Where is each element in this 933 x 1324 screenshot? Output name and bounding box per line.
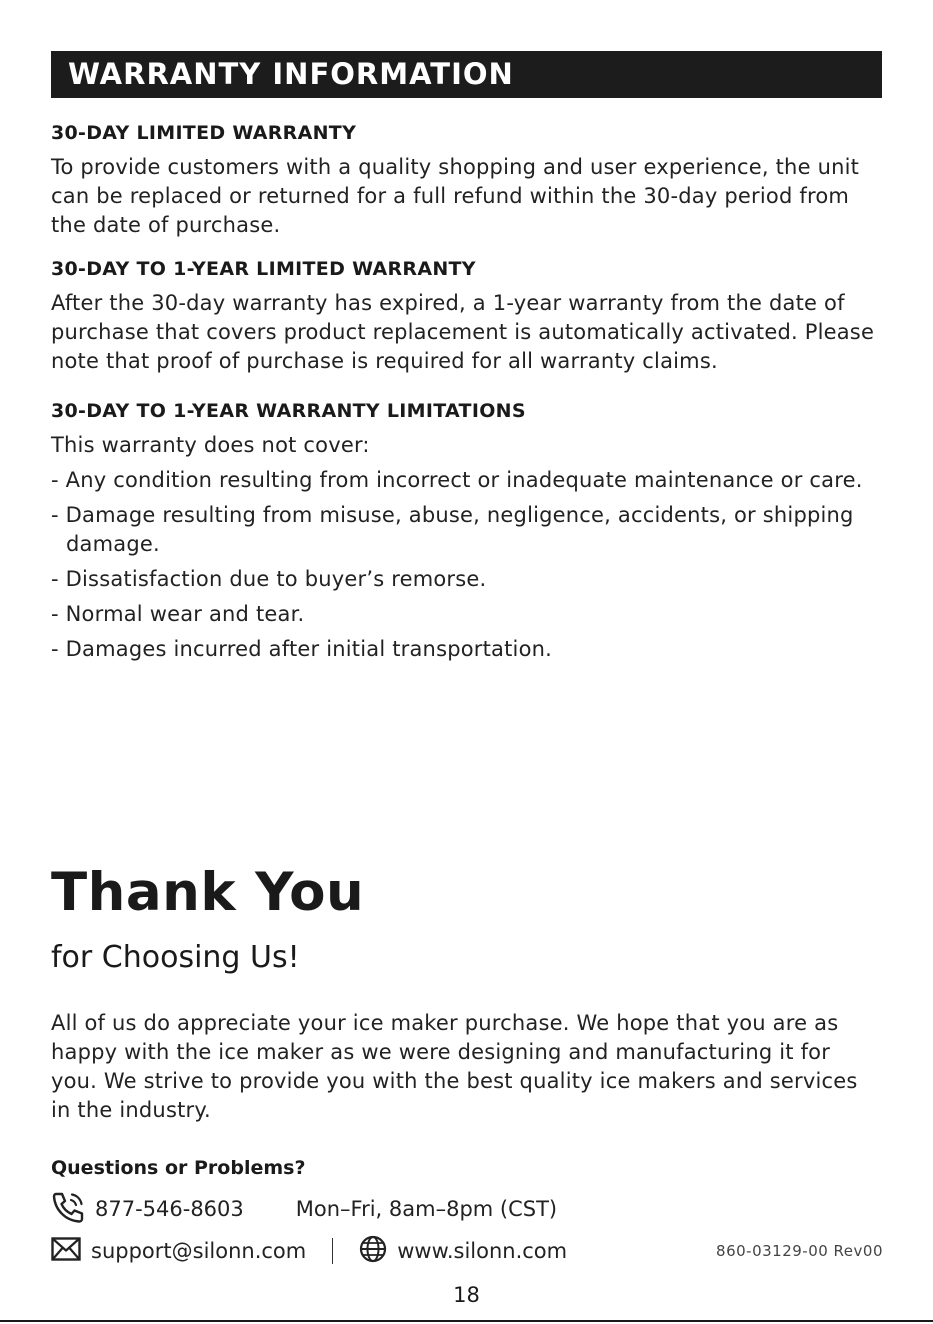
list-item: - Dissatisfaction due to buyer’s remorse. (51, 567, 487, 591)
list-item: - Damage resulting from misuse, abuse, negligence, accidents, or shipping damage. (51, 503, 854, 556)
section-heading: 30-DAY LIMITED WARRANTY (51, 122, 357, 144)
section-limitations (51, 398, 881, 664)
section-30-day (51, 120, 881, 240)
warranty-content (51, 120, 881, 670)
list-item: - Any condition resulting from incorrect or inadequate maintenance or care. (51, 468, 863, 492)
website-link[interactable]: www.silonn.com (397, 1239, 568, 1263)
bottom-rule (0, 1320, 933, 1322)
phone-number[interactable]: 877-546-8603 (95, 1197, 244, 1221)
section-body: To provide customers with a quality shopping and user experience, the unit can be replaced or returned for a full refund within the 30-day period from the date of purchase. (51, 155, 860, 237)
globe-icon (359, 1235, 387, 1268)
limitations-intro: This warranty does not cover: (51, 433, 370, 457)
limitations-list (51, 466, 881, 664)
contact-divider (332, 1238, 333, 1264)
header-bar (51, 51, 882, 98)
document-code: 860-03129-00 Rev00 (716, 1242, 883, 1260)
list-item: - Normal wear and tear. (51, 602, 305, 626)
questions-heading: Questions or Problems? (51, 1157, 306, 1179)
email-row (51, 1233, 883, 1269)
page-title: WARRANTY INFORMATION (68, 57, 514, 91)
thank-you-subtitle: for Choosing Us! (51, 940, 300, 975)
page-number: 18 (453, 1283, 480, 1307)
section-heading: 30-DAY TO 1-YEAR LIMITED WARRANTY (51, 258, 476, 280)
email-link[interactable]: support@silonn.com (91, 1239, 307, 1263)
section-body: After the 30-day warranty has expired, a 1-year warranty from the date of purchase that covers product replacement is automatically activated. Please note that proof of purchase is required for all warranty claims. (51, 291, 875, 373)
email-icon (51, 1237, 81, 1266)
thank-you-body: All of us do appreciate your ice maker purchase. We hope that you are as happy with the ice maker as we were designing and manufacturing it for you. We strive to provide you with the best quality ice makers and services in the industry. (51, 1011, 858, 1122)
section-1-year (51, 256, 881, 376)
phone-row (51, 1191, 557, 1227)
phone-icon (51, 1191, 85, 1228)
support-hours: Mon–Fri, 8am–8pm (CST) (295, 1197, 558, 1221)
section-heading: 30-DAY TO 1-YEAR WARRANTY LIMITATIONS (51, 400, 526, 422)
thank-you-title: Thank You (51, 862, 365, 923)
list-item: - Damages incurred after initial transportation. (51, 637, 553, 661)
